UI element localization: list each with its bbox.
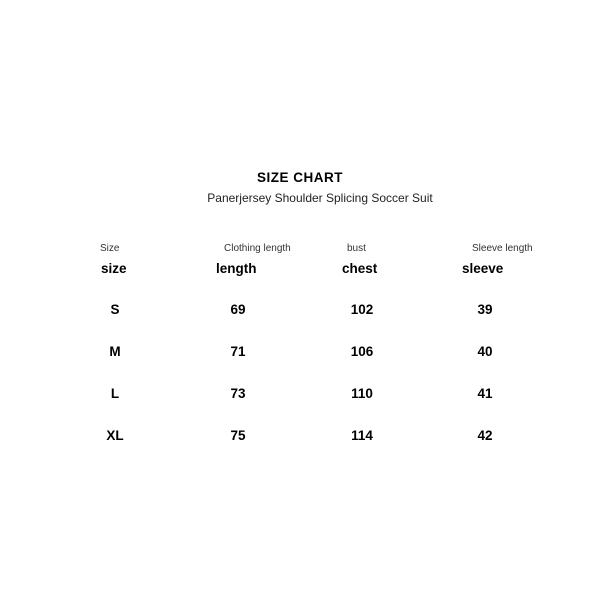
cell-sleeve: 40: [477, 344, 493, 359]
chart-subtitle: Panerjersey Shoulder Splicing Soccer Suit: [207, 191, 433, 205]
cell-chest: 110: [351, 386, 373, 401]
column-header-size: size: [101, 261, 127, 276]
column-label-bust: bust: [347, 243, 366, 254]
cell-length: 71: [230, 344, 246, 359]
column-label-clothing-length: Clothing length: [224, 243, 291, 254]
cell-length: 75: [230, 428, 246, 443]
cell-sleeve: 41: [477, 386, 493, 401]
cell-length: 73: [230, 386, 246, 401]
cell-size: L: [110, 386, 120, 401]
cell-sleeve: 42: [477, 428, 493, 443]
cell-chest: 102: [350, 302, 374, 317]
column-label-size: Size: [100, 243, 120, 254]
chart-title: SIZE CHART: [257, 170, 343, 185]
column-header-chest: chest: [342, 261, 378, 276]
cell-chest: 114: [351, 428, 373, 443]
cell-length: 69: [230, 302, 246, 317]
cell-chest: 106: [350, 344, 374, 359]
cell-size: XL: [106, 428, 124, 443]
column-header-sleeve: sleeve: [462, 261, 504, 276]
cell-size: M: [109, 344, 121, 359]
column-label-sleeve-length: Sleeve length: [472, 243, 533, 254]
cell-sleeve: 39: [477, 302, 493, 317]
cell-size: S: [110, 302, 120, 317]
column-header-length: length: [216, 261, 257, 276]
